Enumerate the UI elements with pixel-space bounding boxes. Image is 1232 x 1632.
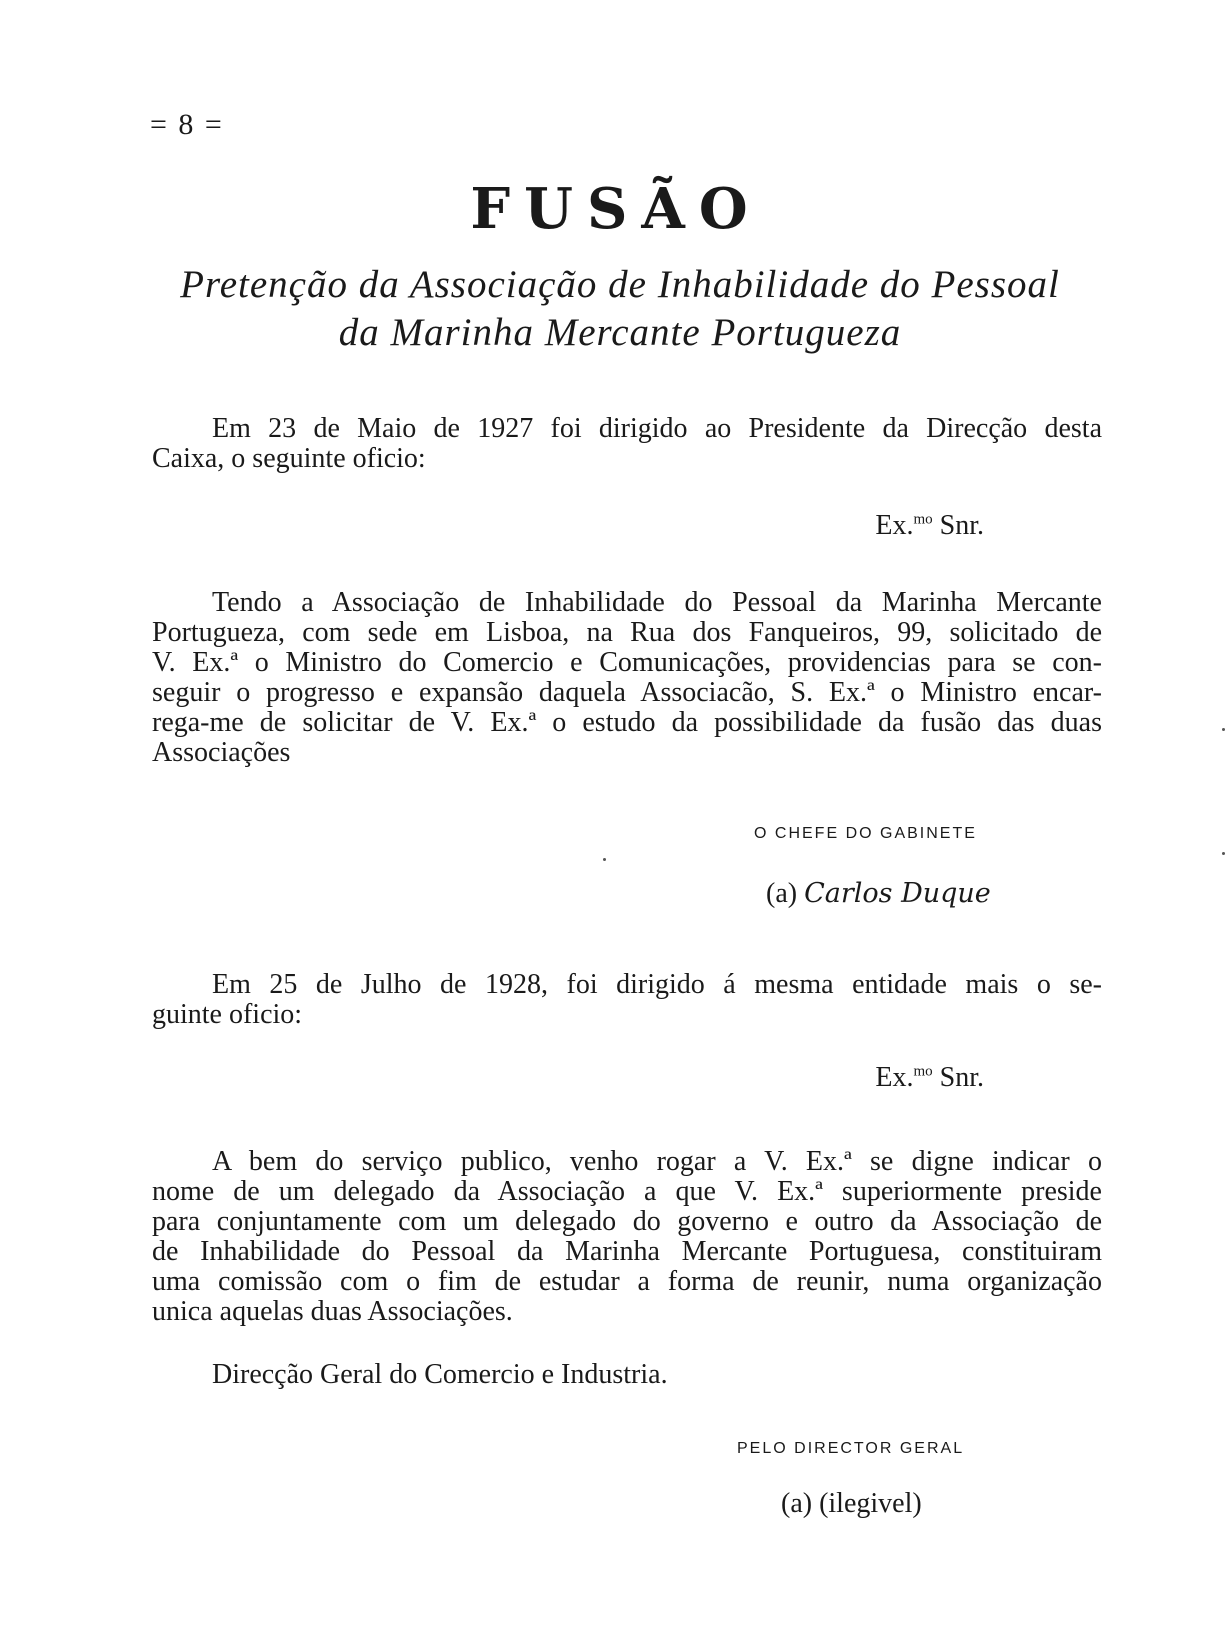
intro-paragraph-2 [152,970,1102,1030]
intro-2-line-1: Em 25 de Julho de 1928, foi dirigido á mesma entidade mais o se- [212,969,1102,1000]
letter-2-line: A bem do serviço publico, venho rogar a V. Ex.ª se digne indicar o [212,1146,1102,1177]
salutation-2 [0,1062,984,1094]
closing-paragraph [152,1360,1102,1390]
salutation-2-sup: mo [913,1063,933,1080]
signature-1-prefix: (a) [766,878,798,909]
letter-1-line: Portugueza, com sede em Lisboa, na Rua dos Fanqueiros, 99, solicitado de [152,617,1102,648]
intro-2-line-2: guinte oficio: [152,999,303,1030]
scan-speck [603,858,606,861]
scan-speck [1222,852,1225,855]
salutation-1-end: Snr. [932,510,984,541]
letter-1-body [152,588,1102,768]
signature-1-name: Carlos Duque [804,878,991,909]
letter-1-line: rega-me de solicitar de V. Ex.ª o estudo da possibilidade da fusão das duas [152,707,1102,738]
closing-line: Direcção Geral do Comercio e Industria. [212,1359,668,1390]
letter-2-line: nome de um delegado da Associação a que V. Ex.ª superiormente preside [152,1176,1102,1207]
letter-1-line: Associações [152,737,291,768]
letter-2-body [152,1147,1102,1327]
scan-speck [1222,728,1225,731]
salutation-2-end: Snr. [932,1062,984,1093]
letter-2-line: unica aquelas duas Associações. [152,1296,513,1327]
salutation-1 [0,510,984,542]
signer-title-1: O CHEFE DO GABINETE [754,825,977,842]
letter-2-line: para conjuntamente com um delegado do governo e outro da Associação de [152,1206,1102,1237]
letter-1-line: V. Ex.ª o Ministro do Comercio e Comunicações, providencias para se con- [152,647,1102,678]
subtitle-line-2: da Marinha Mercante Portugueza [338,311,902,354]
salutation-1-sup: mo [913,511,933,528]
intro-1-line-1: Em 23 de Maio de 1927 foi dirigido ao Presidente da Direcção desta [212,413,1102,444]
letter-1-line: seguir o progresso e expansão daquela Associacão, S. Ex.ª o Ministro encar- [152,677,1102,708]
salutation-2-main: Ex. [875,1062,914,1093]
signer-title-2: PELO DIRECTOR GERAL [737,1440,965,1457]
subtitle-line-1: Pretenção da Associação de Inhabilidade do Pessoal [180,263,1060,306]
page-number: = 8 = [150,108,224,141]
signature-2: (a) (ilegivel) [781,1488,922,1519]
letter-2-line: uma comissão com o fim de estudar a forma de reunir, numa organização [152,1266,1102,1297]
intro-paragraph-1 [152,414,1102,474]
letter-2-line: de Inhabilidade do Pessoal da Marinha Mercante Portuguesa, constituiram [152,1236,1102,1267]
letter-1-line: Tendo a Associação de Inhabilidade do Pessoal da Marinha Mercante [212,587,1102,618]
salutation-1-main: Ex. [875,510,914,541]
page-title: FUSÃO [470,176,762,242]
intro-1-line-2: Caixa, o seguinte oficio: [152,443,426,474]
signature-1 [766,878,991,910]
